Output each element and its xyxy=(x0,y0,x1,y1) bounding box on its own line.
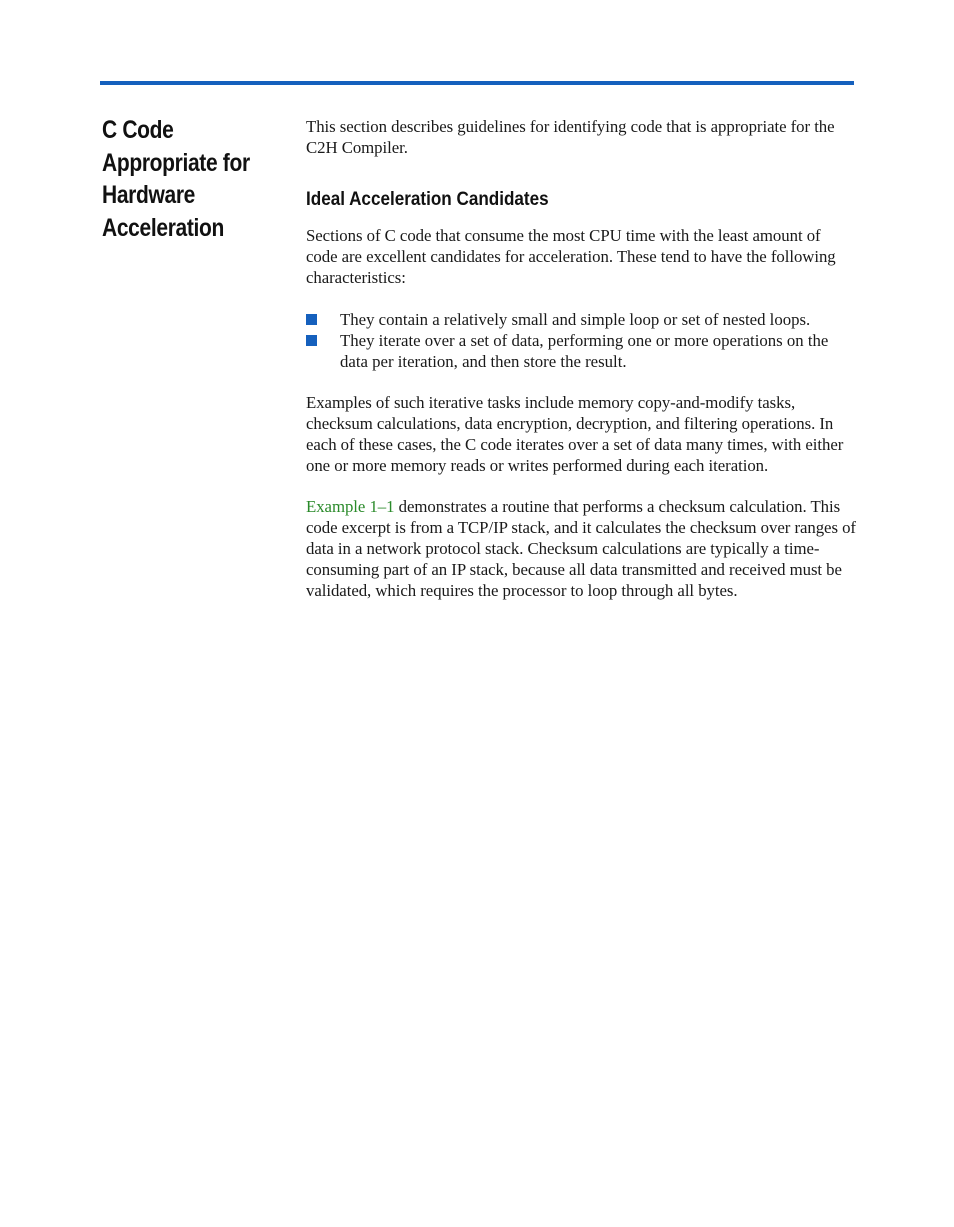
list-item-text: They contain a relatively small and simple loop or set of nested loops. xyxy=(340,310,811,329)
list-item xyxy=(306,309,856,330)
section-heading xyxy=(102,114,262,244)
square-bullet-icon xyxy=(306,335,317,346)
list-item xyxy=(306,330,856,372)
checksum-paragraph-text: demonstrates a routine that performs a checksum calculation. This code excerpt is from a TCP/IP stack, and it calculates the checksum over ranges of data in a network protocol stack. Checksum calculations are typically a time-consuming part of an IP stack, because all data transmitted and received must be validated, which requires the processor to loop through all bytes. xyxy=(306,497,856,600)
example-link[interactable]: Example 1–1 xyxy=(306,497,395,516)
section-heading-line: Appropriate for xyxy=(102,148,250,177)
main-content xyxy=(306,116,856,601)
examples-paragraph: Examples of such iterative tasks include memory copy-and-modify tasks, checksum calculations, data encryption, decryption, and filtering operations. In each of these cases, the C code iterates over a set of data many times, with either one or more memory reads or writes performed during each iteration. xyxy=(306,393,844,475)
section-heading-line: Hardware xyxy=(102,181,196,209)
subsection-title: Ideal Acceleration Candidates xyxy=(306,189,549,210)
candidates-paragraph: Sections of C code that consume the most CPU time with the least amount of code are excellent candidates for acceleration. These tend to have the following characteristics: xyxy=(306,226,836,287)
section-heading-line: Acceleration xyxy=(102,213,225,242)
section-heading-line: C Code xyxy=(102,116,174,144)
characteristics-list xyxy=(306,309,856,372)
intro-paragraph: This section describes guidelines for identifying code that is appropriate for the C2H Compiler. xyxy=(306,117,835,157)
square-bullet-icon xyxy=(306,314,317,325)
top-rule xyxy=(100,81,854,85)
list-item-text: They iterate over a set of data, performing one or more operations on the data per iteration, and then store the result. xyxy=(340,331,829,371)
checksum-paragraph xyxy=(306,496,856,601)
